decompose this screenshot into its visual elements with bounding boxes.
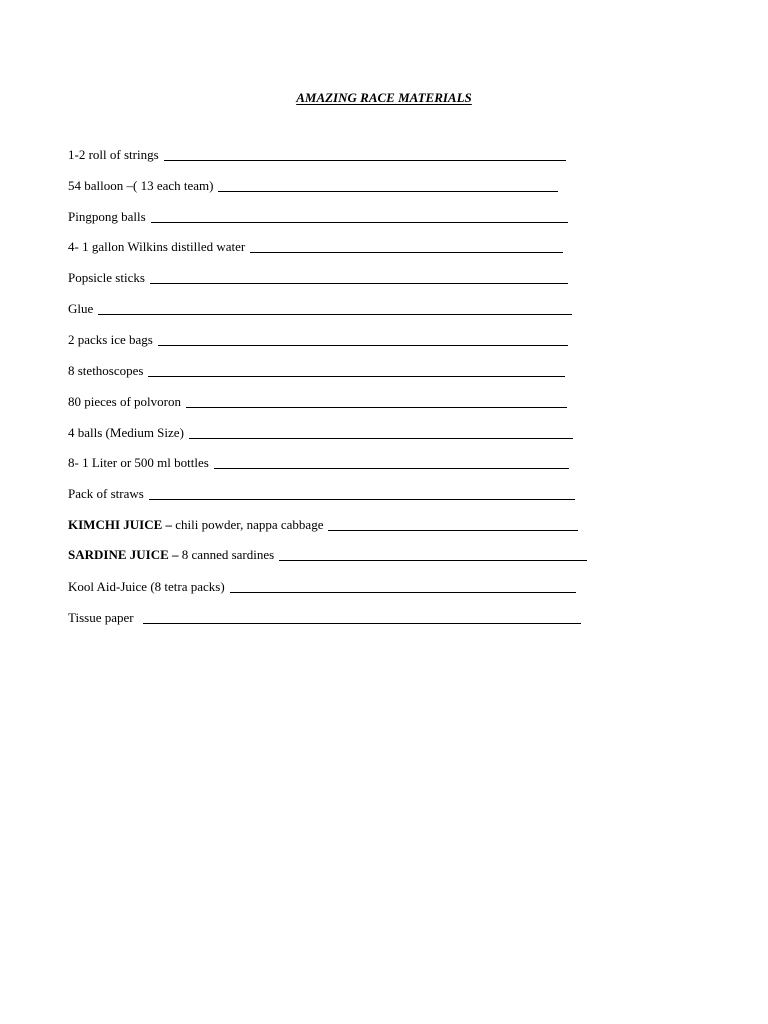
- list-item: [68, 546, 587, 564]
- list-item: [68, 300, 572, 318]
- page-title: AMAZING RACE MATERIALS: [296, 90, 472, 105]
- item-text: Glue: [68, 301, 94, 316]
- list-item: [68, 454, 569, 472]
- item-text: 4 balls (Medium Size): [68, 425, 184, 440]
- fill-in-blank: [328, 530, 578, 531]
- list-item: [68, 238, 563, 256]
- item-text: 8- 1 Liter or 500 ml bottles: [68, 455, 209, 470]
- item-text: 1-2 roll of strings: [68, 147, 159, 162]
- item-text: Pack of straws: [68, 486, 144, 501]
- list-item: [68, 393, 567, 411]
- list-item: [68, 609, 581, 627]
- list-item: [68, 269, 568, 287]
- item-heading: KIMCHI JUICE –: [68, 517, 173, 532]
- item-text: Popsicle sticks: [68, 270, 145, 285]
- fill-in-blank: [143, 623, 581, 624]
- item-text: 80 pieces of polvoron: [68, 394, 182, 409]
- fill-in-blank: [250, 252, 563, 253]
- fill-in-blank: [218, 191, 558, 192]
- list-item: [68, 516, 578, 534]
- list-item: [68, 146, 566, 164]
- item-text: Kool Aid-Juice (8 tetra packs): [68, 579, 225, 594]
- item-heading: SARDINE JUICE –: [68, 547, 179, 562]
- fill-in-blank: [149, 499, 575, 500]
- fill-in-blank: [230, 592, 576, 593]
- list-item: [68, 485, 575, 503]
- fill-in-blank: [214, 468, 569, 469]
- item-text: Pingpong balls: [68, 209, 146, 224]
- fill-in-blank: [98, 314, 572, 315]
- fill-in-blank: [279, 560, 587, 561]
- item-text: Tissue paper: [68, 610, 134, 625]
- item-text: 2 packs ice bags: [68, 332, 153, 347]
- fill-in-blank: [151, 222, 568, 223]
- item-text: 54 balloon –( 13 each team): [68, 178, 214, 193]
- list-item: [68, 331, 568, 349]
- list-item: [68, 208, 568, 226]
- fill-in-blank: [189, 438, 573, 439]
- item-text: 4- 1 gallon Wilkins distilled water: [68, 239, 246, 254]
- item-text: chili powder, nappa cabbage: [175, 517, 324, 532]
- list-item: [68, 424, 573, 442]
- fill-in-blank: [148, 376, 565, 377]
- list-item: [68, 578, 576, 596]
- fill-in-blank: [164, 160, 566, 161]
- fill-in-blank: [150, 283, 568, 284]
- item-text: 8 stethoscopes: [68, 363, 144, 378]
- list-item: [68, 362, 565, 380]
- item-text: 8 canned sardines: [181, 547, 275, 562]
- fill-in-blank: [186, 407, 567, 408]
- fill-in-blank: [158, 345, 568, 346]
- list-item: [68, 177, 558, 195]
